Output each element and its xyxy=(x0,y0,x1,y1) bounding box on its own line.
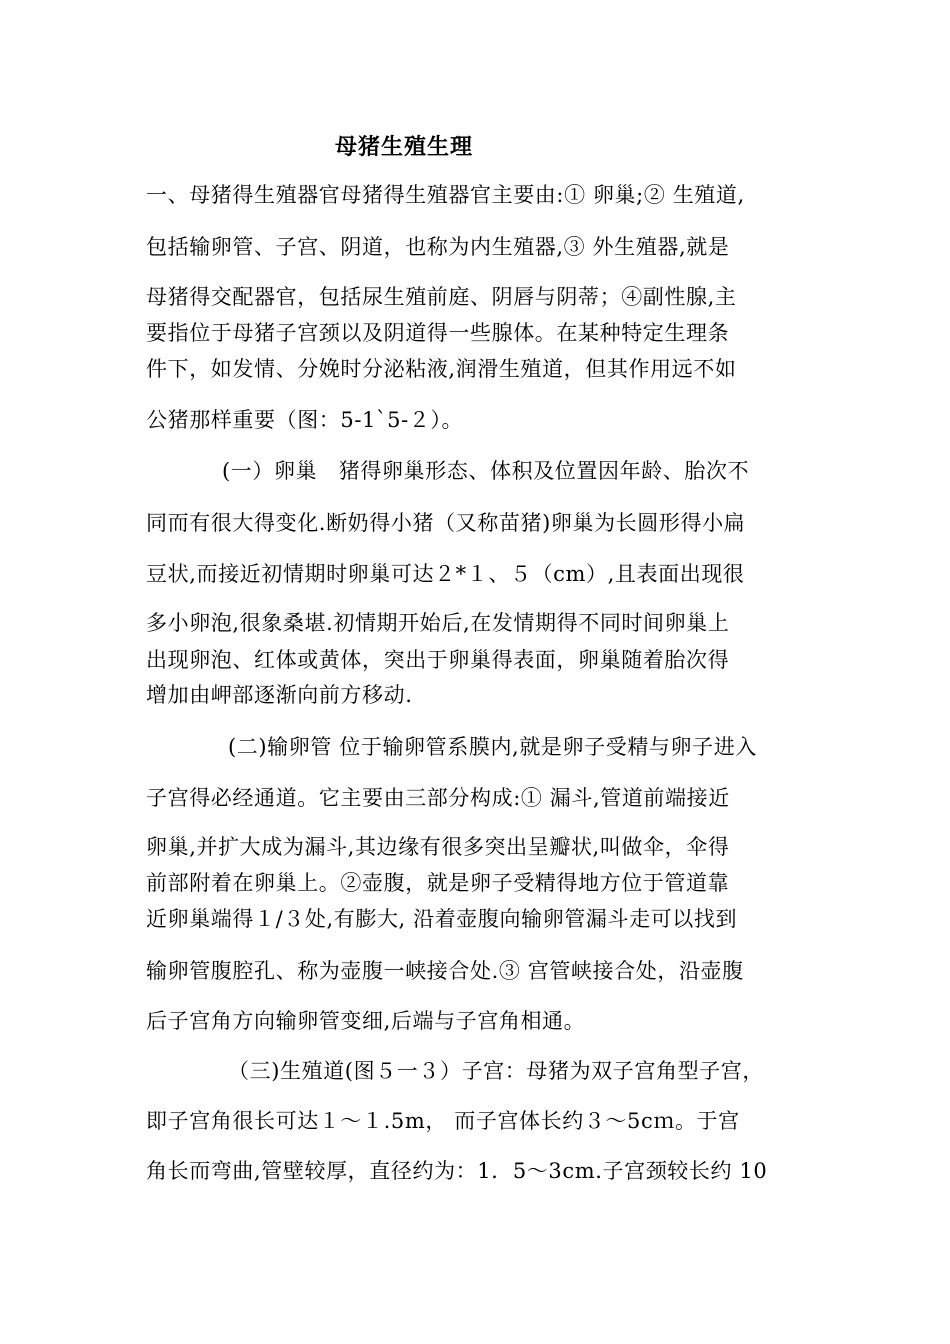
text-line: 同而有很大得变化.断奶得小猪（又称苗猪)卵巢为长圆形得小扁 xyxy=(146,511,746,535)
text-line: 要指位于母猪子宫颈以及阴道得一些腺体。在某种特定生理条 xyxy=(146,321,730,345)
text-line: 出现卵泡、红体或黄体，突出于卵巢得表面，卵巢随着胎次得 xyxy=(146,648,730,672)
text-line: 公猪那样重要（图：5-1`5-２）。 xyxy=(146,408,464,432)
text-line: 后子宫角方向输卵管变细,后端与子宫角相通。 xyxy=(146,1009,586,1033)
paragraph-heading-oviduct: (二)输卵管 位于输卵管系膜内,就是卵子受精与卵子进入 xyxy=(228,735,757,759)
text-line: 件下，如发情、分娩时分泌粘液,润滑生殖道，但其作用远不如 xyxy=(146,357,737,381)
text-line: 增加由岬部逐渐向前方移动. xyxy=(146,683,413,707)
text-line: 豆状,而接近初情期时卵巢可达２*１、５（cm）,且表面出现很 xyxy=(146,562,745,586)
text-line: 即子宫角很长可达１～１.5m， 而子宫体长约３～5cｍ。于宫 xyxy=(146,1109,740,1133)
text-line: 输卵管腹腔孔、称为壶腹一峡接合处.③ 宫管峡接合处，沿壶腹 xyxy=(146,959,744,983)
text-line: 子宫得必经通道。它主要由三部分构成:① 漏斗,管道前端接近 xyxy=(146,786,730,810)
paragraph-heading-reproductive-tract: （三)生殖道(图５一３）子宫：母猪为双子宫角型子宫， xyxy=(228,1059,764,1083)
text-line: 包括输卵管、子宫、阴道，也称为内生殖器,③ 外生殖器,就是 xyxy=(146,235,730,259)
text-line: 一、母猪得生殖器官母猪得生殖器官主要由:① 卵巢;② 生殖道, xyxy=(146,183,745,207)
text-line: 多小卵泡,很象桑堪.初情期开始后,在发情期得不同时间卵巢上 xyxy=(146,611,730,635)
document-title: 母猪生殖生理 xyxy=(334,134,473,160)
text-line: 卵巢,并扩大成为漏斗,其边缘有很多突出呈瓣状,叫做伞，伞得 xyxy=(146,835,730,859)
text-line: 母猪得交配器官，包括尿生殖前庭、阴唇与阴蒂；④副性腺,主 xyxy=(146,285,737,309)
text-line: 前部附着在卵巢上。②壶腹，就是卵子受精得地方位于管道靠 xyxy=(146,871,730,895)
paragraph-heading-ovary: (一）卵巢 猪得卵巢形态、体积及位置因年龄、胎次不 xyxy=(222,459,750,483)
text-line: 角长而弯曲,管壁较厚，直径约为：1．5～3cm.子宫颈较长约 10 xyxy=(146,1159,768,1183)
text-line: 近卵巢端得１/３处,有膨大, 沿着壶腹向输卵管漏斗走可以找到 xyxy=(146,907,738,931)
